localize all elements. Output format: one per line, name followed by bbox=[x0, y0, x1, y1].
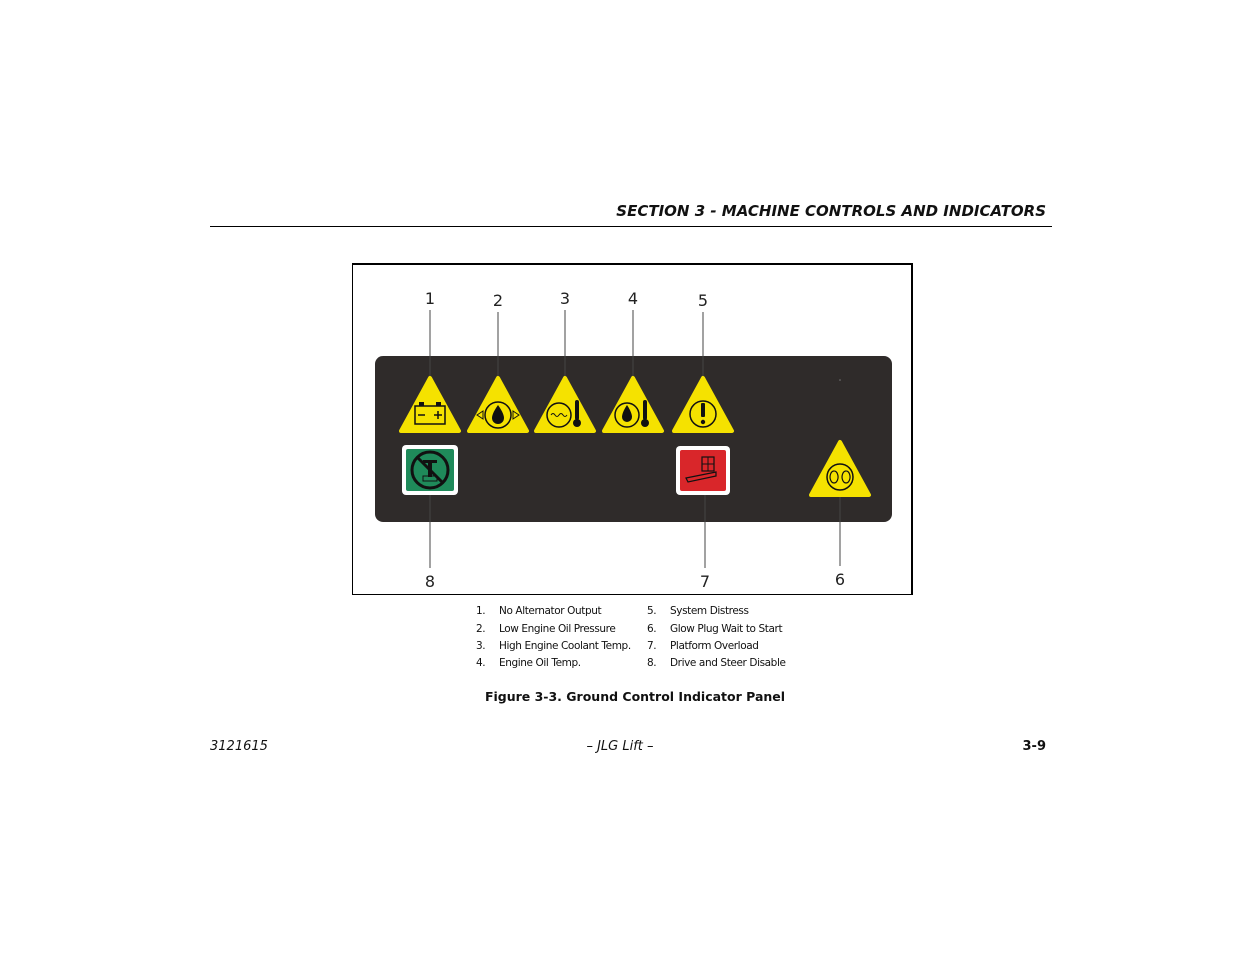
oil-pressure-warning-icon bbox=[469, 378, 527, 431]
figure-caption: Figure 3-3. Ground Control Indicator Panel bbox=[484, 689, 786, 704]
battery-warning-icon bbox=[401, 378, 459, 431]
callout-8: 8 bbox=[424, 572, 436, 591]
system-distress-icon bbox=[674, 378, 732, 431]
page-number: 3-9 bbox=[1022, 739, 1046, 754]
callout-2: 2 bbox=[492, 291, 504, 310]
glow-plug-icon bbox=[811, 442, 869, 495]
platform-overload-icon bbox=[676, 446, 730, 495]
callout-4: 4 bbox=[627, 289, 639, 308]
coolant-temp-warning-icon bbox=[536, 378, 594, 431]
footer-brand: – JLG Lift – bbox=[586, 739, 654, 754]
callout-7: 7 bbox=[699, 572, 711, 591]
drive-steer-disable-icon bbox=[402, 445, 458, 495]
oil-temp-warning-icon bbox=[604, 378, 662, 431]
callout-3: 3 bbox=[559, 289, 571, 308]
section-title: SECTION 3 - MACHINE CONTROLS AND INDICATORS bbox=[616, 202, 1046, 220]
callout-5: 5 bbox=[697, 291, 709, 310]
callout-1: 1 bbox=[424, 289, 436, 308]
callout-6: 6 bbox=[834, 570, 846, 589]
document-number: 3121615 bbox=[210, 739, 268, 754]
